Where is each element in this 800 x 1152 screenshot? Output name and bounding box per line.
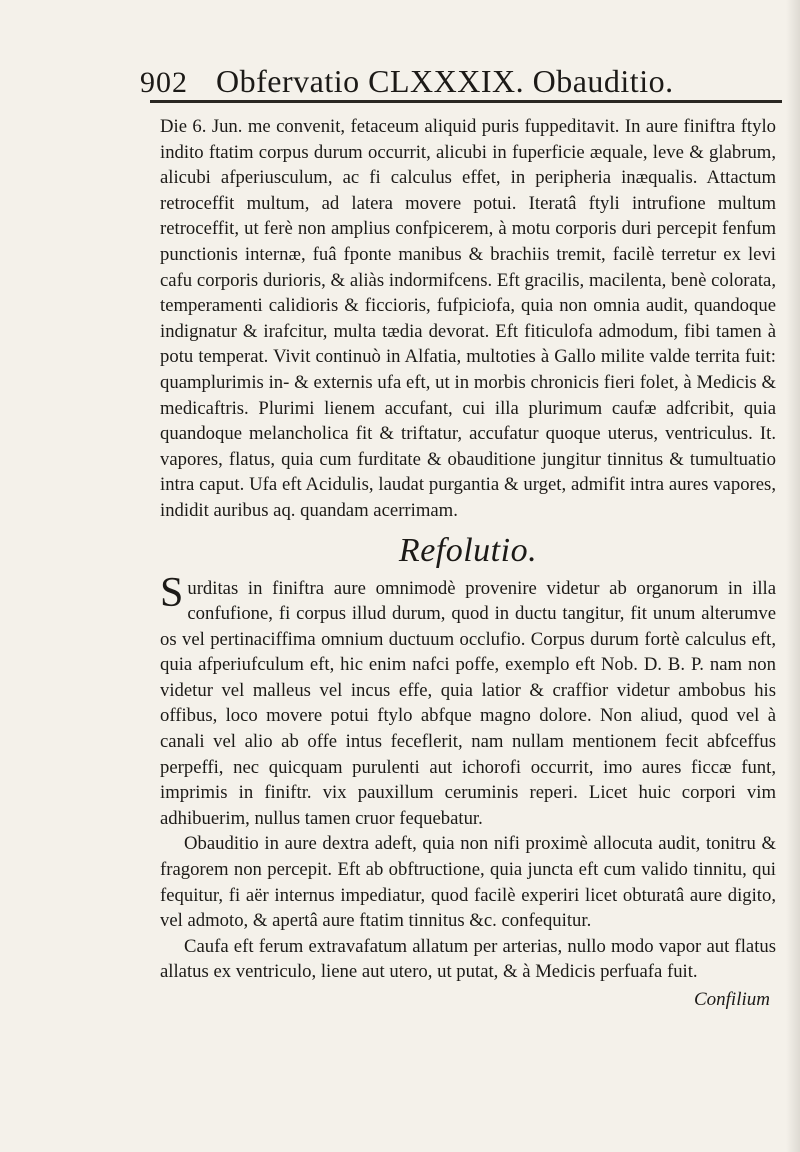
observation-paragraph: Die 6. Jun. me convenit, fetaceum aliquid puris fuppeditavit. In aure finiftra ftylo indito ftatim corpus durum occurrit, alicubi in fuperficie æquale, leve & glabrum, alicubi afperiusculum, ac fi calculus effet, in peripheria inæqualis. Attactum retroceffit multum, ad latera movere potui. Iteratâ ftyli intrufione multum retroceffit, ut ferè non amplius confpicerem, à motu corporis duri percepit fenfum punctionis internæ, fuâ fponte manibus & brachiis tremit, facilè terretur ex levi cafu corporis durioris, & aliàs indormifcens. Eft gracilis, macilenta, benè colorata, temperamenti calidioris & ficcioris, fufpiciofa, quia non omnia audit, quandoque indignatur & irafcitur, multa tædia devorat. Eft fiticulofa admodum, fibi tamen à potu temperat. Vivit continuò in Alfatia, multoties à Gallo milite valde territa fuit: quamplurimis in- & externis ufa eft, ut in morbis chronicis fieri folet, à Medicis & medicaftris. Plurimi lienem accufant, cui illa plurimum caufæ adfcribit, quia quandoque melancholica fit & triftatur, accufatur quoque uterus, ventriculus. It. vapores, flatus, quia cum furditate & obauditione jungitur tinnitus & tumultuatio intra caput. Ufa eft Acidulis, laudat purgantia & urget, admifit intra aures vapores, indidit auribus aq. quandam acerrimam. [160, 116, 776, 521]
resolutio-paragraph-3: Caufa eft ferum extravafatum allatum per arterias, nullo modo vapor aut flatus allatus ex ventriculo, liene aut utero, ut putat, & à Medicis perfuafa fuit. [160, 935, 776, 983]
drop-cap: S [160, 569, 184, 616]
resolutio-paragraph-1 [160, 569, 776, 832]
page-body [160, 114, 776, 1013]
section-title: Refolutio. [398, 531, 538, 569]
header-rule [150, 100, 782, 103]
page-header [140, 40, 770, 100]
catchword: Confilium [693, 989, 770, 1010]
page-edge-shadow [786, 0, 800, 1152]
resolutio-paragraph-1-text: urditas in finiftra aure omnimodè provenire videtur ab organorum in illa confufione, fi corpus illud durum, quod in ductu tangitur, fit unum alterumve os vel pertinaciffima omnium ductuum occlufio. Corpus durum fortè calculus eft, quia afperiufculum eft, hic enim nafci poffe, exemplo eft Nob. D. B. P. nam non videtur vel malleus vel incus effe, quia latior & craffior videtur ambobus his offibus, loco movere potui ftylo abfque magno dolore. Non aliud, quod vel à canali vel alio ab offe intus feceflerit, nam nullam mentionem fecit abfceffus perpeffi, nec quicquam purulenti aut ichorofi occurrit, imo aures ficcæ funt, imprimis in finiftr. vix pauxillum ceruminis reperi. Licet huic corpori vim adhibuerim, nullus tamen cruor fequebatur. [160, 577, 776, 829]
resolutio-paragraph-2: Obauditio in aure dextra adeft, quia non nifi proximè allocuta audit, tonitru & fragorem non percepit. Eft ab obftructione, quia juncta eft cum valido tinnitu, qui fequitur, fi aër internus impediatur, quod facilè experiri licet obturatâ aure digito, vel admoto, & apertâ aure ftatim tinnitus &c. confequitur. [160, 833, 776, 932]
page-number: 902 [140, 66, 188, 99]
running-head: Obfervatio CLXXXIX. Obauditio. [216, 63, 674, 99]
